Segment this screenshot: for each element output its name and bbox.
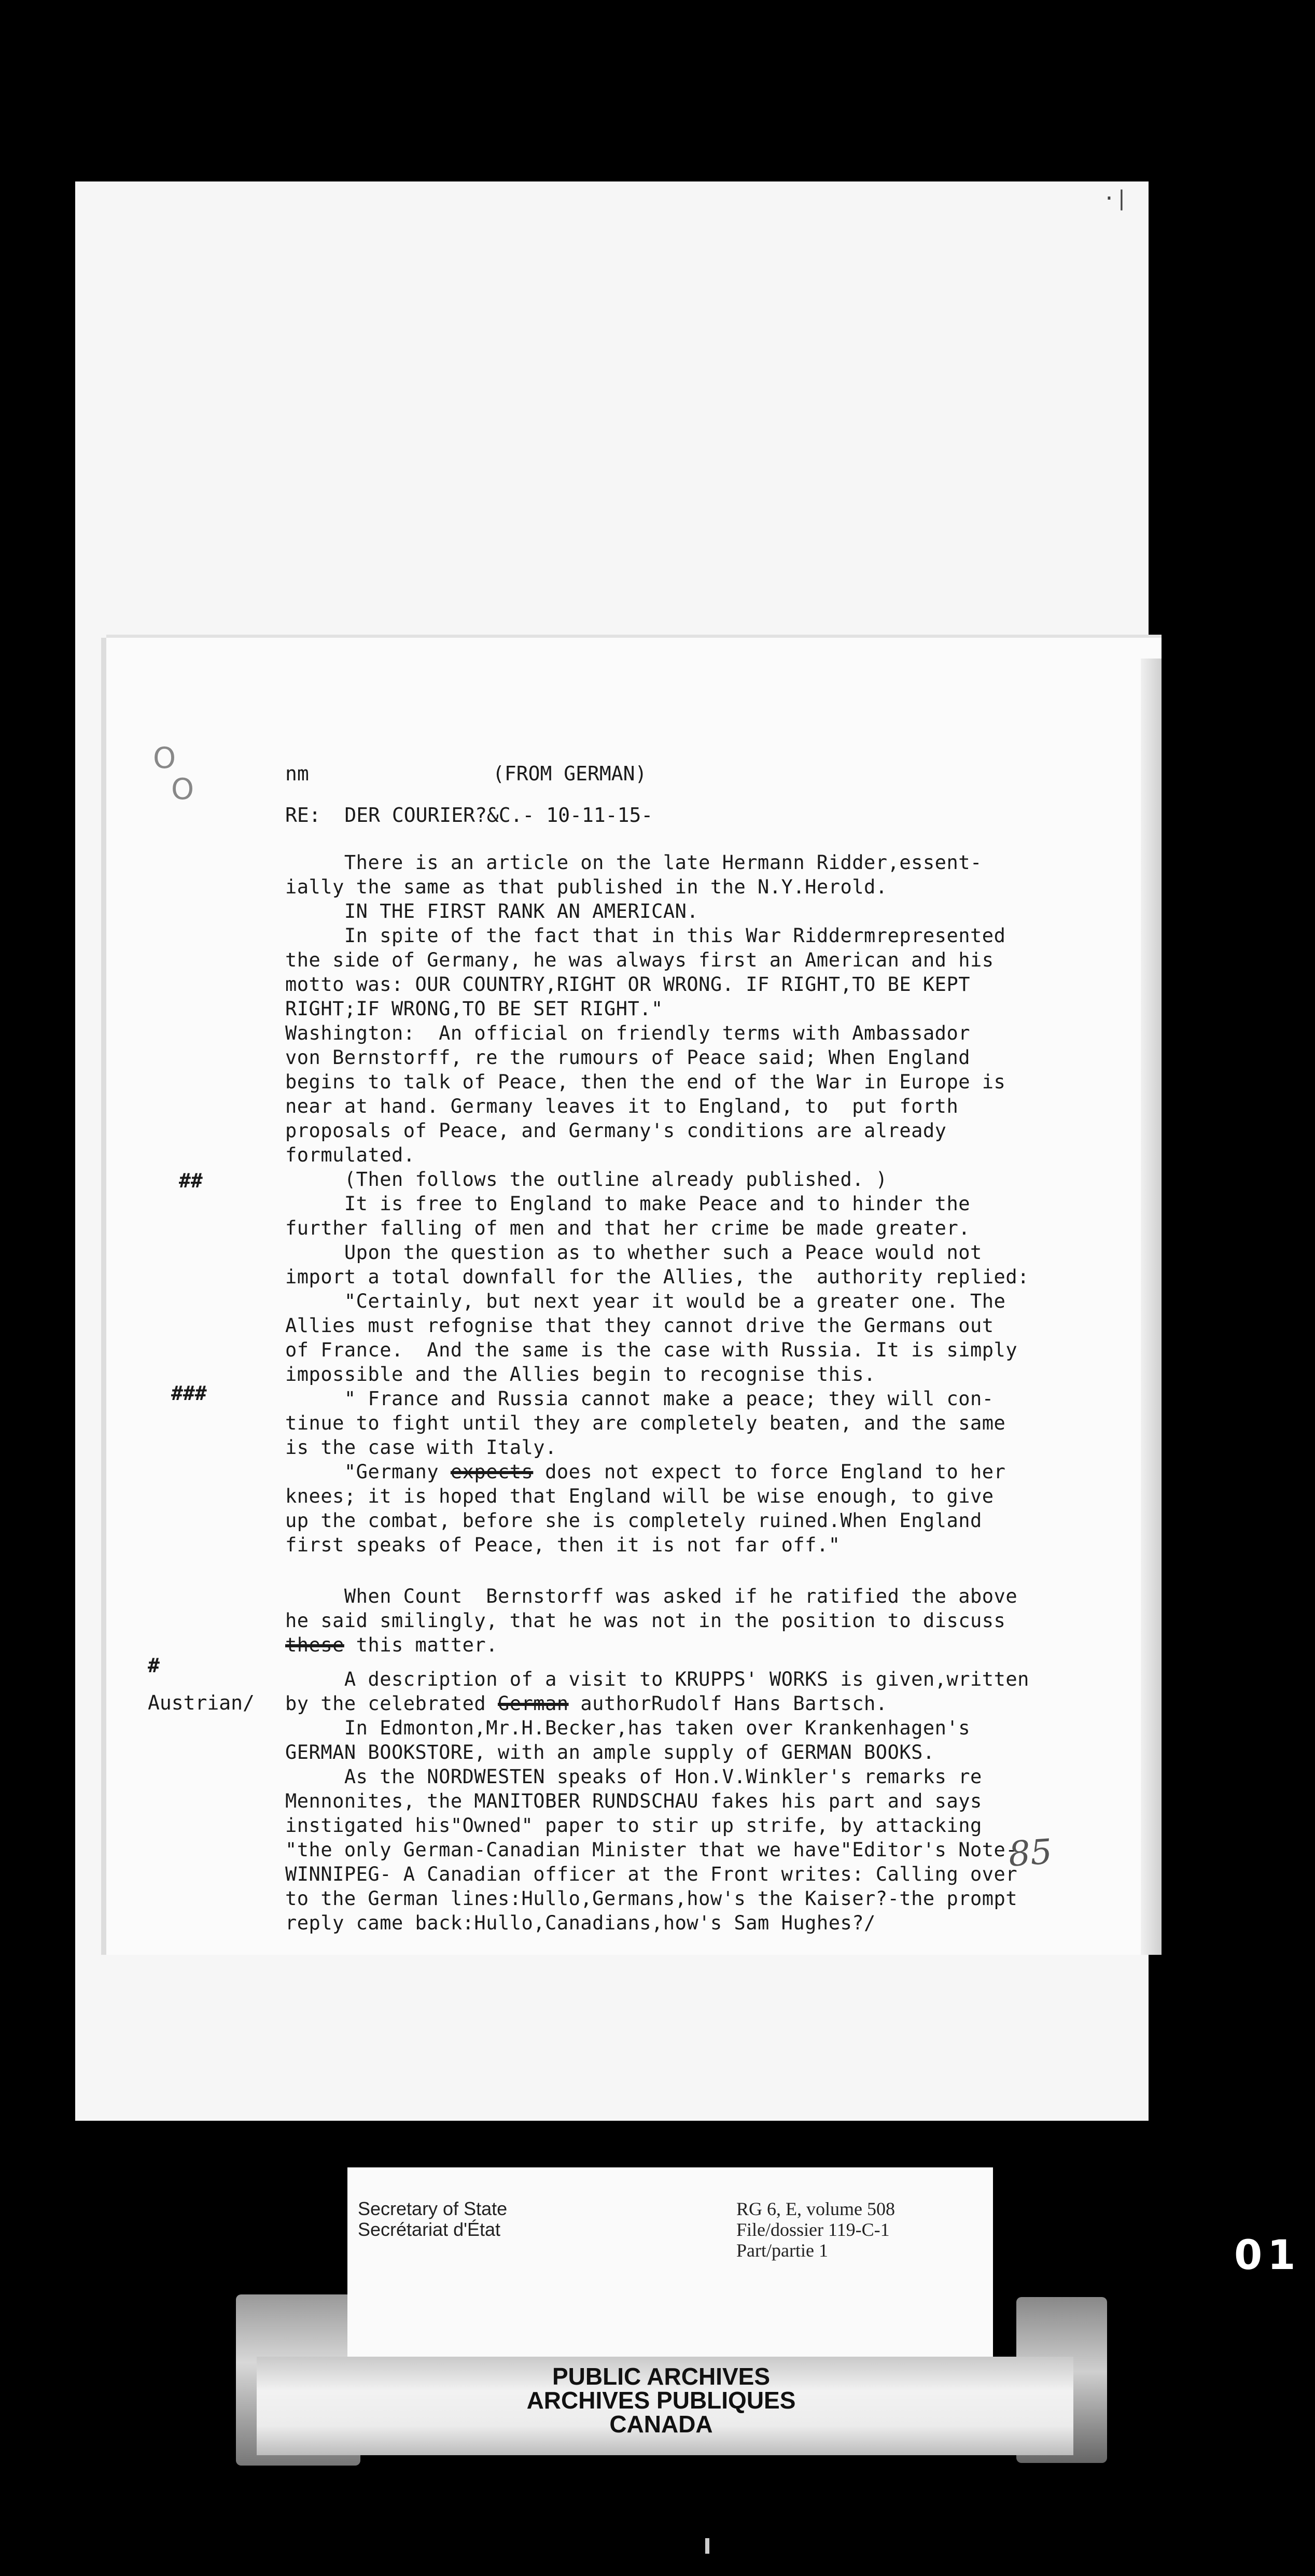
file-dossier: File/dossier 119-C-1 [736, 2219, 890, 2240]
stamp-line: ARCHIVES PUBLIQUES [526, 2387, 796, 2414]
text-run: this matter. [344, 1634, 498, 1656]
corner-mark: ·| [1102, 187, 1128, 211]
text-run: does not expect to force England to her knees; it is hoped that England will be wise enough, to give up the combat, before she is completely ruined.When England first speaks of Peace, then it is not far off." [285, 1461, 1006, 1556]
subject-line: RE: DER COURIER?&C.- 10-11-15- [285, 804, 653, 827]
archive-label [347, 2167, 993, 2385]
handwritten-page-number: 85 [1007, 1831, 1054, 1874]
body-text-bernstorff [285, 1584, 1187, 1657]
department-fr: Secrétariat d'État [358, 2219, 501, 2240]
part-partie: Part/partie 1 [736, 2240, 828, 2261]
body-text-krupps [285, 1667, 1187, 1935]
film-tick [705, 2538, 709, 2554]
source-note: (FROM GERMAN) [493, 762, 647, 785]
department-en: Secretary of State [358, 2198, 508, 2219]
body-text-germany [285, 1460, 1187, 1557]
margin-note: Austrian/ [148, 1691, 255, 1714]
stamp-line: CANADA [609, 2411, 713, 2438]
margin-mark: ## [179, 1169, 203, 1192]
initials: nm [285, 762, 309, 785]
punch-hole-mark: O [171, 773, 194, 806]
body-text-main: There is an article on the late Hermann Ridder,essent- ially the same as that published in the N.Y.Herold. IN THE FIRST RANK AN AMERICAN. In spite of the fact that in this War Riddermrepresented the side of Germany, he was always first an American and his motto was: OUR COUNTRY,RIGHT OR WRONG. IF RIGHT,TO BE KEPT RIGHT;IF WRONG,TO BE SET RIGHT." Washington: An official on friendly terms with Ambassador von Bernstorff, re the rumours of Peace said; When England begins to talk of Peace, then the end of the War in Europe is near at hand. Germany leaves it to England, to put forth proposals of Peace, and Germany's conditions are already formulated. (Then follows the outline already published. ) It is free to England to make Peace and to hinder the further falling of men and that her crime be made greater. Upon the question as to whether such a Peace would not import a total downfall for the Allies, the authority replied: "Certainly, but next year it would be a greater one. The Allies must refognise that they cannot drive the Germans out of France. And the same is the case with Russia. It is simply impossible and the Allies begin to recognise this. " France and Russia cannot make a peace; they will con- tinue to fight until they are completely beaten, and the same is the case with Italy. [285, 851, 1029, 1459]
reference-block [736, 2199, 895, 2261]
document-page [106, 638, 1162, 1955]
archive-stamp [420, 2364, 902, 2447]
stamp-line: PUBLIC ARCHIVES [552, 2363, 770, 2390]
margin-mark: # [148, 1654, 160, 1677]
punch-hole-mark: O [153, 741, 176, 775]
margin-mark: ### [171, 1382, 207, 1405]
struck-word: these [285, 1634, 344, 1656]
text-run: When Count Bernstorff was asked if he ratified the above he said smilingly, that he was not in the position to discuss [285, 1585, 1018, 1632]
reel-number: 01 [1229, 2224, 1315, 2287]
text-run: "Germany [285, 1461, 451, 1483]
record-group: RG 6, E, volume 508 [736, 2199, 895, 2219]
text-run: authorRudolf Hans Bartsch. In Edmonton,Mr.H.Becker,has taken over Krankenhagen's GERMAN BOOKSTORE, with an ample supply of GERMAN BOOKS. As the NORDWESTEN speaks of Hon.V.Winkler's remarks re Mennonites, the MANITOBER RUNDSCHAU fakes his part and says instigated his"Owned" paper to stir up strife, by attacking "the only German-Canadian Minister that we have"Editor's Note- WINNIPEG- A Canadian officer at the Front writes: Calling over to the German lines:Hullo,Germans,how's the Kaiser?-the prompt reply came back:Hullo,Canadians,how's Sam Hughes?/ [285, 1692, 1018, 1934]
struck-word: German [497, 1692, 569, 1715]
page-content [106, 638, 1162, 1955]
struck-word: expects [450, 1461, 534, 1483]
department-block [358, 2199, 507, 2240]
text-run: A description of a visit to KRUPPS' WORKS is given,written by the celebrated [285, 1668, 1029, 1715]
